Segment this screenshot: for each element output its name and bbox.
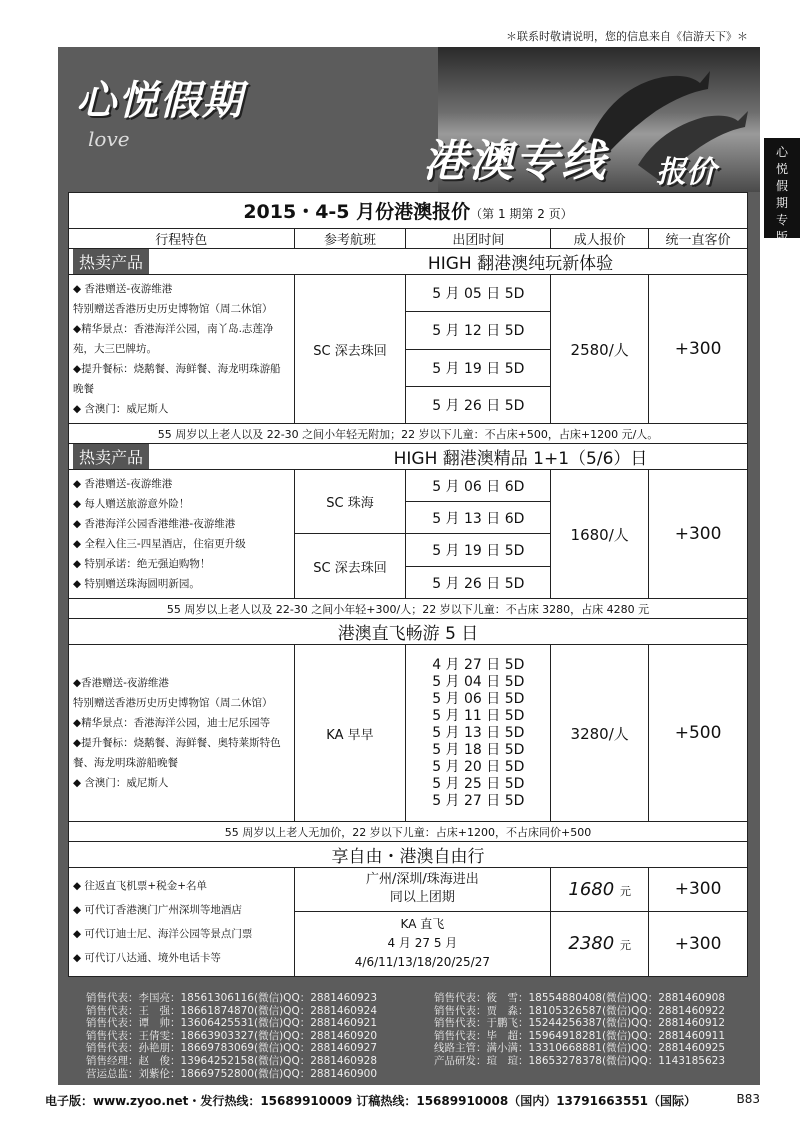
departure-date: 5 月 25 日 5D bbox=[432, 775, 525, 792]
contact-line: 销售经理：赵 俊：13964252158(微信)QQ：2881460928 bbox=[86, 1054, 378, 1067]
departure-date: 5 月 19 日 5D bbox=[406, 349, 551, 386]
info-line: 4 月 27 5 月 bbox=[387, 936, 458, 951]
feature-line: ◆ 全程入住三-四星酒店，住宿更升级 bbox=[73, 538, 246, 550]
direct-price: +500 bbox=[649, 645, 748, 822]
contacts-right bbox=[434, 992, 725, 1068]
brand-logo: 心悦假期 bbox=[76, 77, 244, 124]
page-number: B83 bbox=[736, 1092, 760, 1106]
departure-date: 5 月 06 日 6D bbox=[406, 470, 551, 502]
contact-line: 销售代表：孙艳朋：18669783069(微信)QQ：2881460927 bbox=[86, 1042, 378, 1055]
price-note: 55 周岁以上老人无加价，22 岁以下儿童：占床+1200，不占床同价+500 bbox=[69, 822, 748, 842]
source-note: ＊联系时敬请说明，您的信息来自《信游天下》＊ bbox=[506, 30, 748, 43]
header-banner bbox=[58, 47, 760, 192]
price-note: 55 周岁以上老人以及 22-30 之间小年轻+300/人；22 岁以下儿童：不占床 3280，占床 4280 元 bbox=[69, 599, 748, 619]
contacts-left bbox=[86, 992, 377, 1080]
feature-line: 特别赠送香港历史历史博物馆（周二休馆） bbox=[73, 697, 273, 709]
feature-line: ◆ 特别承诺：绝无强迫购物！ bbox=[73, 558, 211, 570]
side-tab-char: 悦 bbox=[775, 162, 788, 176]
departure-date: 5 月 13 日 5D bbox=[432, 724, 525, 741]
brochure-panel bbox=[58, 47, 760, 1085]
contact-line: 销售代表：毕 超：15964918281(微信)QQ：2881460911 bbox=[434, 1029, 726, 1042]
hot-badge: 热卖产品 bbox=[73, 249, 149, 274]
section-header-row bbox=[69, 444, 748, 470]
departure-date: 5 月 04 日 5D bbox=[432, 673, 525, 690]
feature-line: ◆ 往返直飞机票+税金+名单 bbox=[73, 880, 208, 892]
contact-line: 线路主管：满小满：13310668881(微信)QQ：2881460925 bbox=[434, 1042, 726, 1055]
contact-line: 销售代表：谭 帅：13606425531(微信)QQ：2881460921 bbox=[86, 1017, 378, 1030]
section-header-row bbox=[69, 249, 748, 275]
side-tab bbox=[764, 138, 800, 244]
feature-line: ◆ 可代订香港澳门广州深圳等地酒店 bbox=[73, 904, 242, 916]
page-heading: 港澳专线 bbox=[423, 136, 607, 187]
flight-cell: SC 深去珠回 bbox=[294, 534, 406, 599]
feature-line: ◆ 可代订八达通、境外电话卡等 bbox=[73, 952, 221, 964]
feature-line: ◆提升餐标：烧鹅餐、海鲜餐、奥特莱斯特色餐、海龙明珠游船晚餐 bbox=[73, 737, 281, 769]
adult-price: 3280/人 bbox=[551, 645, 649, 822]
contact-line: 销售代表：李国亮：18561306116(微信)QQ：2881460923 bbox=[86, 992, 378, 1004]
departure-date: 5 月 27 日 5D bbox=[432, 792, 525, 809]
feature-line: 特别赠送香港历史历史博物馆（周二休馆） bbox=[73, 303, 273, 315]
info-line: 4/6/11/13/18/20/25/27 bbox=[354, 955, 490, 970]
flight-cell: KA 早早 bbox=[294, 645, 406, 822]
side-tab-char: 假 bbox=[775, 179, 788, 193]
feature-line: ◆ 含澳门：威尼斯人 bbox=[73, 777, 169, 789]
contact-line: 销售代表：王倩雯：18663903327(微信)QQ：2881460920 bbox=[86, 1029, 378, 1042]
free-travel-info bbox=[294, 911, 551, 976]
feature-line: ◆ 每人赠送旅游意外险！ bbox=[73, 498, 190, 510]
departure-date: 5 月 26 日 5D bbox=[406, 567, 551, 599]
feature-line: ◆精华景点：香港海洋公园，南丫岛.志莲净苑，大三巴牌坊。 bbox=[73, 323, 274, 355]
product-features bbox=[69, 645, 295, 822]
column-header: 出团时间 bbox=[406, 229, 551, 249]
product-title: HIGH 翻港澳纯玩新体验 bbox=[294, 249, 747, 275]
feature-line: ◆ 可代订迪士尼、海洋公园等景点门票 bbox=[73, 928, 253, 940]
brand-logo-love: love bbox=[88, 127, 130, 151]
departure-date: 5 月 06 日 5D bbox=[432, 690, 525, 707]
feature-line: ◆香港赠送-夜游维港 bbox=[73, 677, 169, 689]
product-features bbox=[69, 275, 295, 424]
direct-price: +300 bbox=[649, 275, 748, 424]
free-travel-info bbox=[294, 868, 551, 912]
column-header: 成人报价 bbox=[551, 229, 649, 249]
feature-line: ◆ 香港赠送-夜游维港 bbox=[73, 283, 173, 295]
contact-line: 营运总监：刘紫伦：18669752800(微信)QQ：2881460900 bbox=[86, 1067, 378, 1080]
adult-price: 2580/人 bbox=[551, 275, 649, 424]
feature-line: ◆ 特别赠送珠海圆明新园。 bbox=[73, 578, 200, 590]
contact-line: 销售代表：筱 雪：18554880408(微信)QQ：2881460908 bbox=[434, 992, 726, 1004]
column-header-row bbox=[69, 229, 748, 249]
side-tab-char: 版 bbox=[775, 230, 788, 244]
info-line: KA 直飞 bbox=[400, 917, 445, 932]
info-line: 同以上团期 bbox=[389, 890, 455, 906]
contact-line: 产品研发：瑄 瑄：18653278378(微信)QQ：1143185623 bbox=[434, 1054, 726, 1067]
direct-price: +300 bbox=[649, 868, 748, 912]
footer-text: 电子版：www.zyoo.net・发行热线：15689910009 订稿热线：15689910008（国内）13791663551（国际） bbox=[45, 1094, 697, 1108]
adult-price: 1680/人 bbox=[551, 470, 649, 599]
column-header: 行程特色 bbox=[69, 229, 295, 249]
contact-line: 销售代表：王 强：18661874870(微信)QQ：2881460924 bbox=[86, 1004, 378, 1017]
price-note: 55 周岁以上老人以及 22-30 之间小年轻无附加；22 岁以下儿童：不占床+500，占床+1200 元/人。 bbox=[69, 424, 748, 444]
departure-date: 5 月 19 日 5D bbox=[406, 534, 551, 567]
departure-date: 5 月 18 日 5D bbox=[432, 741, 525, 758]
page-heading-suffix: 报价 bbox=[656, 155, 716, 190]
departure-date: 5 月 20 日 5D bbox=[432, 758, 525, 775]
table-title: 2015・4-5 月份港澳报价（第 1 期第 2 页） bbox=[69, 193, 748, 229]
departure-date-list bbox=[406, 645, 551, 822]
column-header: 统一直客价 bbox=[649, 229, 748, 249]
departure-date: 5 月 11 日 5D bbox=[432, 707, 525, 724]
adult-price: 2380 元 bbox=[551, 911, 649, 976]
departure-date: 5 月 26 日 5D bbox=[406, 386, 551, 423]
column-header: 参考航班 bbox=[294, 229, 406, 249]
product-title: 港澳直飞畅游 5 日 bbox=[69, 619, 748, 645]
departure-date: 5 月 13 日 6D bbox=[406, 502, 551, 534]
sales-contacts bbox=[58, 992, 760, 1085]
info-line: 广州/深圳/珠海进出 bbox=[366, 872, 479, 888]
contact-line: 销售代表：于鹏飞：15244256387(微信)QQ：2881460912 bbox=[434, 1017, 726, 1030]
product-features bbox=[69, 868, 295, 977]
flight-cell: SC 深去珠回 bbox=[294, 275, 406, 424]
side-tab-char: 期 bbox=[775, 196, 788, 210]
price-table bbox=[68, 192, 748, 977]
feature-line: ◆ 香港赠送-夜游维港 bbox=[73, 478, 173, 490]
departure-date: 4 月 27 日 5D bbox=[432, 656, 525, 673]
product-title: HIGH 翻港澳精品 1+1（5/6）日 bbox=[294, 444, 747, 470]
product-features bbox=[69, 470, 295, 599]
departure-date: 5 月 05 日 5D bbox=[406, 275, 551, 312]
direct-price: +300 bbox=[649, 470, 748, 599]
feature-line: ◆ 含澳门：威尼斯人 bbox=[73, 403, 169, 415]
feature-line: ◆精华景点：香港海洋公园，迪士尼乐园等 bbox=[73, 717, 271, 729]
adult-price: 1680 元 bbox=[551, 868, 649, 912]
contact-line: 销售代表：贾 淼：18105326587(微信)QQ：2881460922 bbox=[434, 1004, 726, 1017]
flight-cell: SC 珠海 bbox=[294, 470, 406, 534]
feature-line: ◆ 香港海洋公园香港维港-夜游维港 bbox=[73, 518, 236, 530]
hot-badge: 热卖产品 bbox=[73, 444, 149, 469]
product-title: 享自由・港澳自由行 bbox=[69, 842, 748, 868]
side-tab-char: 心 bbox=[775, 145, 788, 159]
footer bbox=[45, 1092, 760, 1109]
feature-line: ◆提升餐标：烧鹅餐、海鲜餐、海龙明珠游船晚餐 bbox=[73, 363, 281, 395]
side-tab-char: 专 bbox=[775, 213, 788, 227]
departure-date: 5 月 12 日 5D bbox=[406, 312, 551, 349]
direct-price: +300 bbox=[649, 911, 748, 976]
